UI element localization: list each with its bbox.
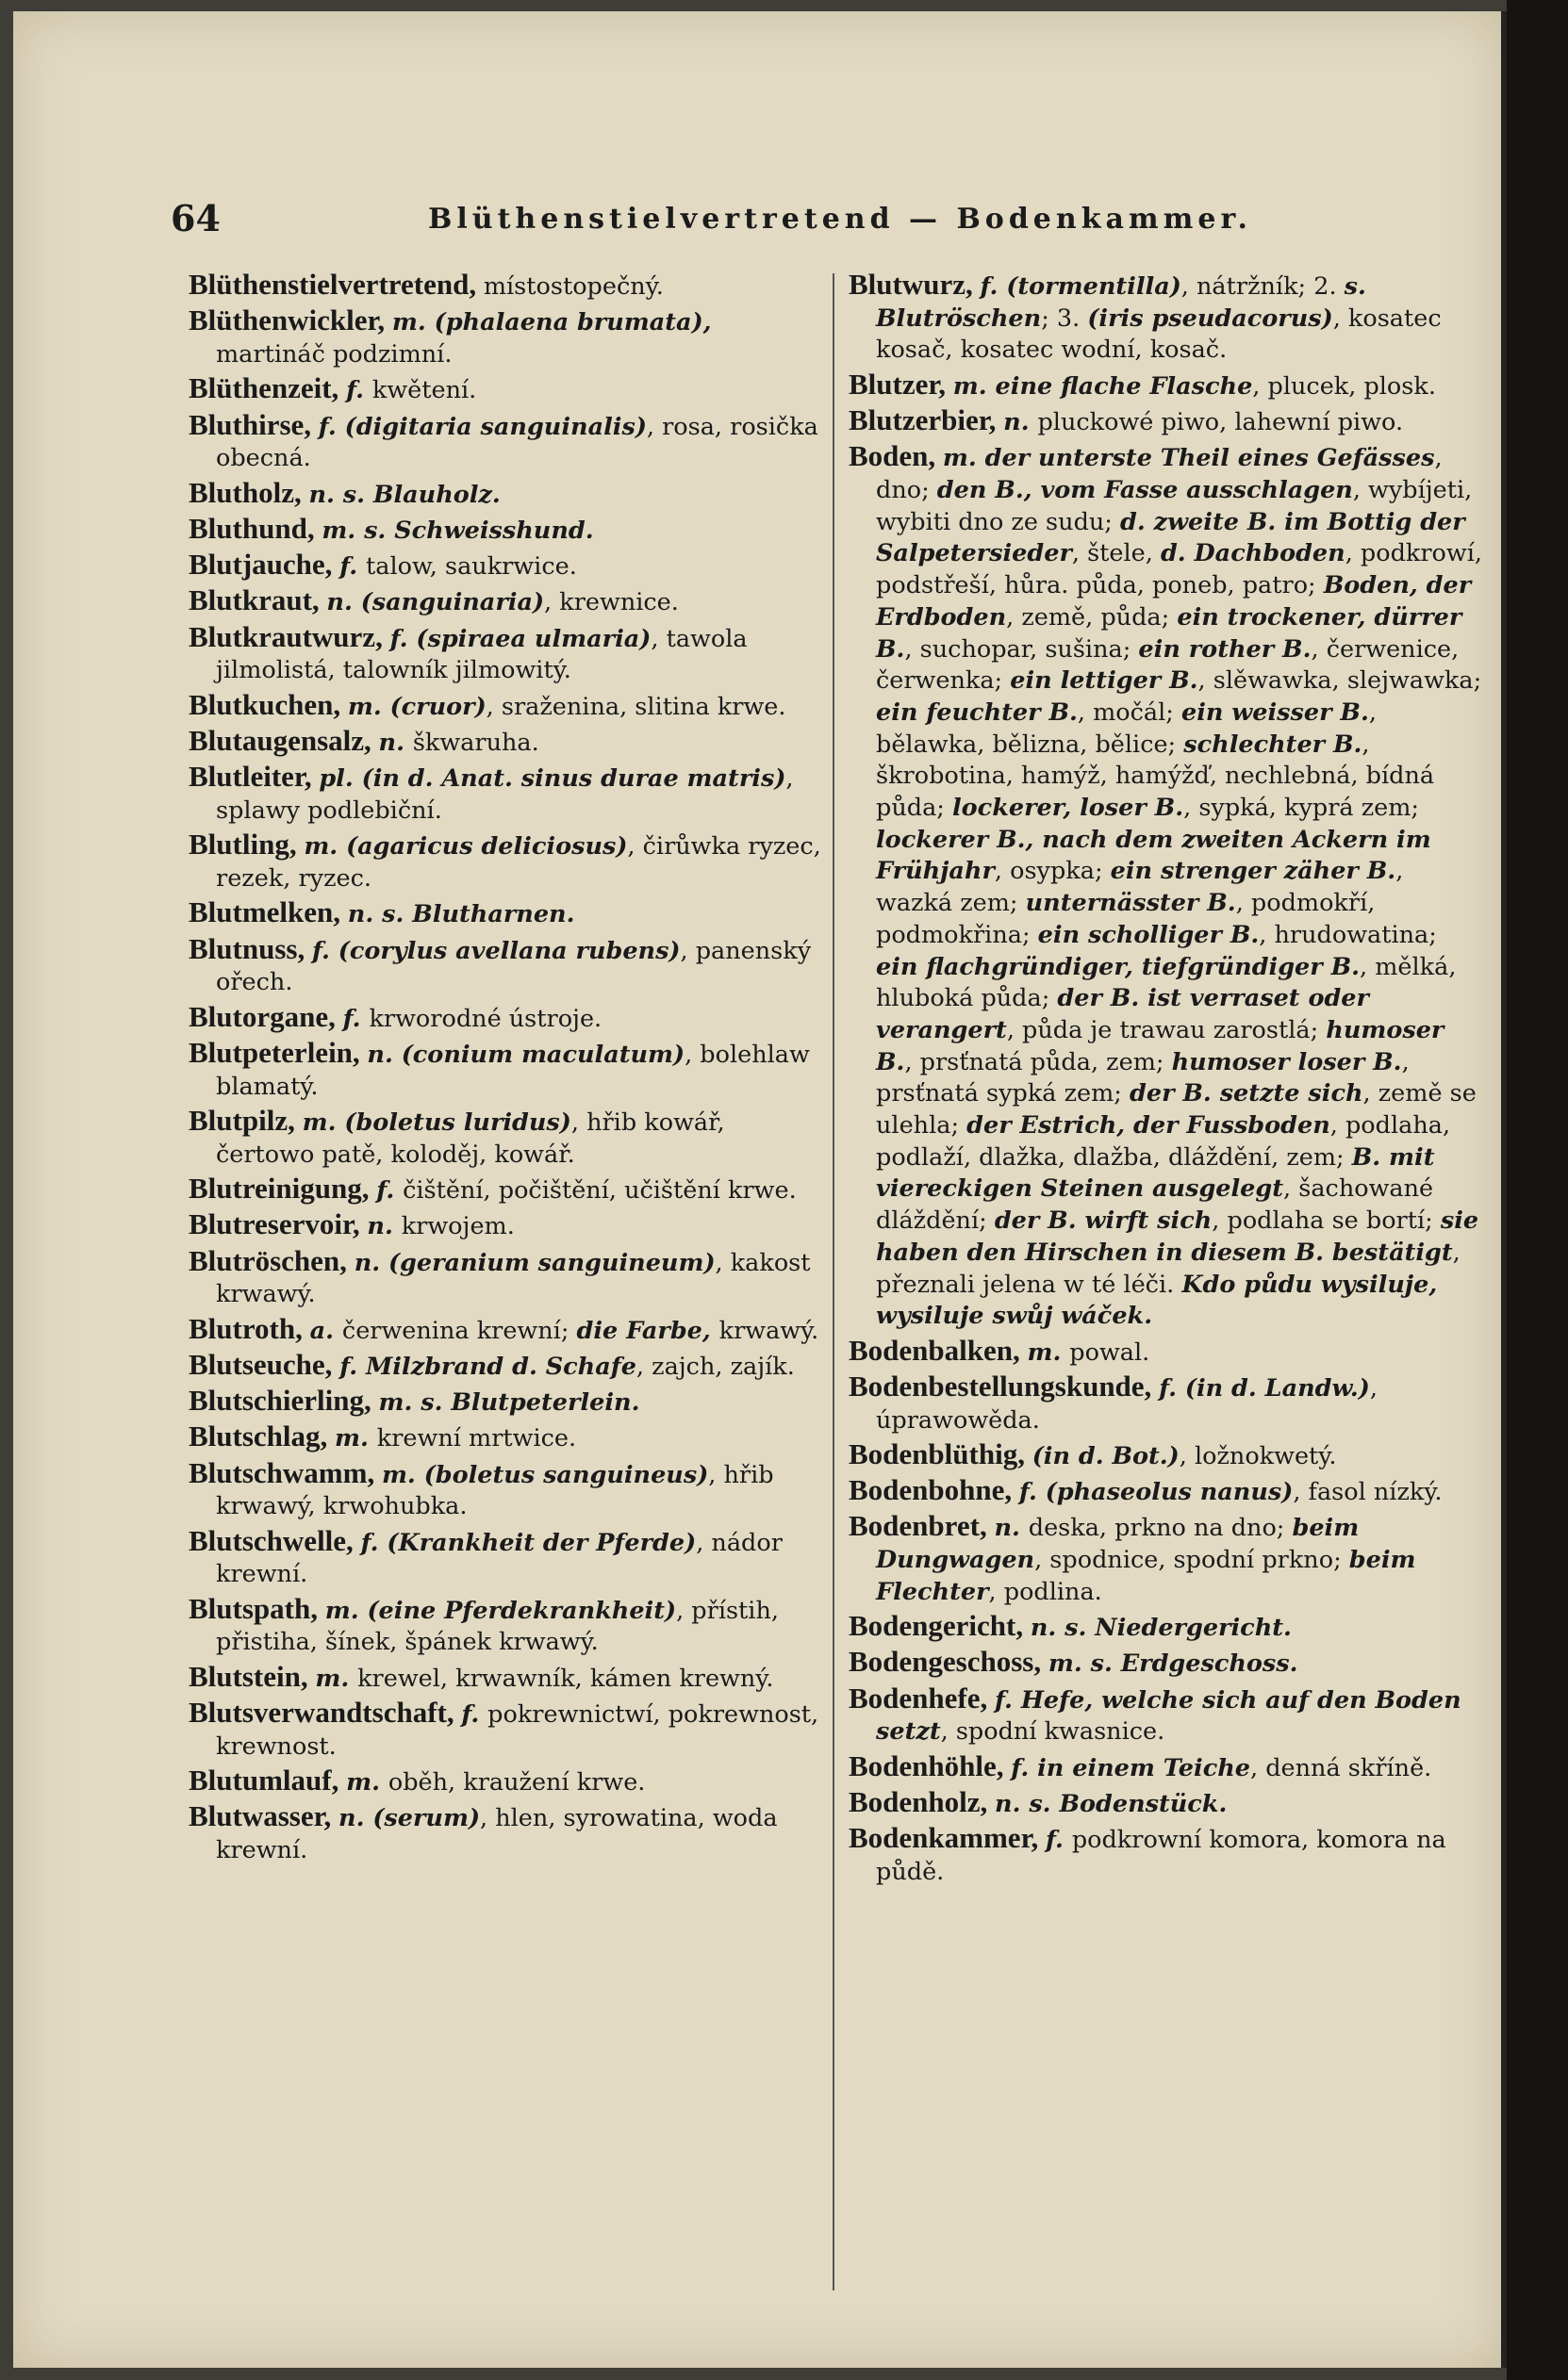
- entry-text: lockerer, loser B.: [951, 794, 1184, 823]
- entry-text: n.: [367, 1040, 402, 1069]
- entry-text: sinus durae matris): [520, 764, 786, 794]
- dictionary-entry: [849, 369, 1482, 403]
- entry-text: n.: [994, 1514, 1029, 1543]
- entry-text: f.: [339, 552, 367, 582]
- entry-text: , bolehlaw blamatý.: [216, 1040, 810, 1101]
- entry-text: podkrowní komora, komora na půdě.: [876, 1826, 1446, 1887]
- entry-text: m.: [324, 1596, 368, 1625]
- dictionary-entry: [849, 1335, 1482, 1370]
- entry-headword: Blutpilz,: [189, 1103, 303, 1137]
- entry-headword: Blutaugensalz,: [189, 724, 379, 758]
- entry-text: , ložnokwetý.: [1179, 1441, 1337, 1470]
- dictionary-entry: [189, 477, 822, 512]
- entry-headword: Blutschwamm,: [189, 1455, 382, 1489]
- entry-headword: Blutkrautwurz,: [189, 619, 390, 653]
- entry-text: , kosatec kosač, kosatec wodní, kosač.: [876, 304, 1442, 365]
- entry-text: Blauholz.: [372, 480, 501, 509]
- entry-text: , podlaha se bortí;: [1212, 1206, 1441, 1236]
- entry-text: unternässter B.: [1025, 889, 1236, 918]
- entry-text: pluckowé piwo, lahewní piwo.: [1037, 408, 1404, 436]
- entry-text: (Krankheit der Pferde): [387, 1528, 697, 1557]
- entry-text: , hrudowatina;: [1259, 920, 1437, 949]
- entry-text: schlechter B.: [1183, 730, 1362, 759]
- entry-text: Boden, der Erdboden: [876, 571, 1472, 632]
- entry-text: krewel, krwawník, kámen krewný.: [357, 1664, 774, 1693]
- entry-text: talow, saukrwice.: [366, 552, 577, 582]
- entry-headword: Bodengericht,: [849, 1609, 1031, 1643]
- entry-text: , půda je trawau zarostlá;: [1006, 1015, 1327, 1044]
- dictionary-entry: [189, 513, 822, 548]
- entry-text: die Farbe,: [576, 1316, 719, 1345]
- entry-text: martináč podzimní.: [216, 340, 453, 369]
- entry-text: , splawy podlebiční.: [216, 764, 794, 826]
- entry-text: f.: [346, 376, 372, 405]
- entry-text: , plucek, plosk.: [1252, 371, 1436, 401]
- entry-text: f.: [1159, 1373, 1185, 1403]
- entry-headword: Boden,: [849, 439, 943, 473]
- entry-text: f.: [1011, 1753, 1038, 1782]
- entry-headword: Blutholz,: [189, 475, 309, 509]
- entry-text: f.: [339, 1352, 367, 1381]
- entry-text: , sraženina, slitina krwe.: [486, 692, 786, 721]
- dictionary-entry: [189, 725, 822, 760]
- dictionary-entry: [189, 1385, 822, 1420]
- entry-text: čerwenina krewní;: [341, 1316, 577, 1345]
- entry-text: , spodní kwasnice.: [940, 1717, 1165, 1747]
- entry-text: m.: [304, 832, 347, 862]
- dictionary-entry: [849, 1682, 1482, 1748]
- entry-text: m.: [302, 1108, 345, 1137]
- entry-text: ein strenger zäher B.: [1110, 857, 1396, 886]
- entry-text: , podlaha, podlaží, dlažka, dlažba, dláždění, zem;: [876, 1111, 1451, 1172]
- entry-text: čištění, počištění, učištění krwe.: [403, 1175, 797, 1205]
- dictionary-entry: [849, 1750, 1482, 1785]
- dictionary-page: [13, 11, 1507, 2368]
- entry-text: krewní mrtwice.: [376, 1424, 577, 1453]
- dictionary-entry: [849, 1474, 1482, 1509]
- entry-headword: Blutschwelle,: [189, 1523, 361, 1557]
- entry-headword: Blutzerbier,: [849, 403, 1004, 436]
- entry-headword: Blüthenstielvertretend,: [189, 268, 484, 301]
- dictionary-entry: [189, 1661, 822, 1696]
- entry-headword: Blutkuchen,: [189, 687, 348, 721]
- entry-text: (boletus sanguineus): [423, 1460, 709, 1489]
- dictionary-entry: [849, 440, 1482, 1333]
- entry-text: m.: [315, 1664, 358, 1693]
- entry-headword: Blutorgane,: [189, 999, 343, 1033]
- entry-headword: Blutreinigung,: [189, 1171, 377, 1205]
- entry-text: d. Dachboden: [1160, 539, 1345, 568]
- entry-text: n.: [1003, 408, 1038, 436]
- entry-headword: Blutspath,: [189, 1591, 325, 1625]
- entry-text: , krewnice.: [544, 588, 679, 617]
- facing-page-edge: [1507, 0, 1568, 2380]
- entry-text: (digitaria sanguinalis): [344, 412, 647, 441]
- page-header: [13, 197, 1501, 244]
- entry-text: m.: [346, 1768, 388, 1797]
- entry-text: (serum): [372, 1804, 481, 1833]
- entry-text: , zajch, zajík.: [635, 1352, 795, 1381]
- entry-text: , přístih, přistiha, šínek, špánek krwawý.: [216, 1596, 779, 1657]
- entry-text: der B. wirft sich: [994, 1206, 1213, 1236]
- entry-text: , osypka;: [994, 857, 1111, 886]
- entry-text: Blutharnen.: [412, 900, 575, 929]
- entry-text: lockerer B., nach dem zweiten Ackern im Frühjahr: [876, 825, 1431, 886]
- entry-text: der unterste Theil eines Gefässes: [984, 444, 1435, 473]
- entry-text: , hřib krwawý, krwohubka.: [216, 1460, 774, 1521]
- entry-text: (eine Pferdekrankheit): [367, 1596, 677, 1625]
- entry-text: ein flachgründiger, tiefgründiger B.: [876, 952, 1361, 981]
- dictionary-entry: [189, 409, 822, 475]
- entry-text: ein rother B.: [1138, 634, 1312, 664]
- entry-text: (phaseolus nanus): [1045, 1478, 1294, 1507]
- dictionary-entry: [189, 1457, 822, 1523]
- entry-text: (in d. Anat.: [361, 764, 521, 794]
- dictionary-entry: [849, 269, 1482, 367]
- entry-headword: Bodenhöhle,: [849, 1748, 1012, 1782]
- entry-text: , nádor krewní.: [216, 1528, 783, 1589]
- dictionary-entry: [189, 1420, 822, 1455]
- entry-text: ; 3.: [1041, 304, 1088, 333]
- dictionary-entry: [189, 1173, 822, 1207]
- entry-text: krwawý.: [718, 1316, 819, 1345]
- dictionary-entry: [849, 1610, 1482, 1645]
- entry-headword: Blutröschen,: [189, 1243, 355, 1277]
- entry-text: , dno;: [876, 444, 1443, 504]
- dictionary-entry: [189, 304, 822, 370]
- dictionary-entry: [189, 1697, 822, 1763]
- entry-headword: Blutwurz,: [849, 268, 981, 301]
- entry-headword: Bodenblüthig,: [849, 1436, 1032, 1470]
- entry-text: d. zweite B. im Bottig der Salpetersieder: [876, 507, 1465, 568]
- entry-text: f.: [389, 624, 417, 653]
- entry-headword: Blutschlag,: [189, 1420, 336, 1453]
- entry-text: m. s.: [378, 1388, 452, 1418]
- entry-text: (tormentilla): [1006, 272, 1181, 301]
- entry-text: , čerwenice, čerwenka;: [876, 634, 1460, 696]
- entry-text: (sanguinaria): [360, 588, 545, 617]
- entry-text: eine flache Flasche: [995, 371, 1253, 401]
- entry-text: f.: [980, 272, 1007, 301]
- entry-text: ein trockener, dürrer B.: [876, 602, 1462, 664]
- entry-text: , prsťnatá sypká zem;: [876, 1047, 1410, 1108]
- entry-text: m. s.: [322, 516, 395, 545]
- entry-headword: Blutreservoir,: [189, 1207, 368, 1241]
- entry-text: humoser B.: [876, 1015, 1444, 1076]
- entry-text: , sypká, kyprá zem;: [1183, 794, 1419, 823]
- entry-text: n.: [367, 1212, 402, 1241]
- entry-headword: Blutroth,: [189, 1311, 310, 1345]
- entry-text: in einem Teiche: [1037, 1753, 1250, 1782]
- entry-text: m.: [347, 692, 390, 721]
- entry-text: kwětení.: [371, 376, 477, 405]
- entry-text: , hřib kowář, čertowo patě, koloděj, kowář.: [216, 1108, 725, 1169]
- entry-headword: Bodenbohne,: [849, 1473, 1019, 1507]
- entry-text: der Estrich, der Fussboden: [966, 1111, 1330, 1141]
- dictionary-entry: [189, 1349, 822, 1384]
- entry-text: , země se ulehla;: [876, 1079, 1477, 1141]
- entry-text: , šachowané dláždění;: [876, 1174, 1434, 1236]
- entry-text: , hlen, syrowatina, woda krewní.: [216, 1804, 778, 1865]
- entry-text: (phalaena brumata),: [434, 308, 712, 337]
- dictionary-entry: [189, 1593, 822, 1659]
- entry-text: (in d. Landw.): [1184, 1373, 1370, 1403]
- entry-text: , rosa, rosička obecná.: [216, 412, 818, 473]
- dictionary-entry: [189, 269, 822, 304]
- dictionary-entry: [849, 1510, 1482, 1608]
- entry-text: n. s.: [995, 1790, 1060, 1819]
- entry-text: , čirůwka ryzec, rezek, ryzec.: [216, 832, 821, 894]
- entry-headword: Bluthirse,: [189, 407, 319, 441]
- entry-text: m.: [381, 1460, 424, 1489]
- entry-text: , fasol nízký.: [1293, 1478, 1443, 1507]
- entry-headword: Blutleiter,: [189, 760, 320, 794]
- dictionary-entry: [189, 549, 822, 583]
- entry-text: beim Flechter: [876, 1546, 1416, 1606]
- entry-headword: Bodenkammer,: [849, 1821, 1046, 1855]
- dictionary-entry: [189, 372, 822, 407]
- entry-text: , panenský ořech.: [216, 936, 812, 997]
- entry-text: , močál;: [1077, 698, 1181, 727]
- entry-text: (conium maculatum): [401, 1040, 685, 1069]
- dictionary-entry: [189, 1525, 822, 1591]
- entry-text: ein feuchter B.: [876, 698, 1078, 727]
- entry-text: f.: [360, 1528, 388, 1557]
- dictionary-entry: [189, 1001, 822, 1036]
- dictionary-entry: [189, 689, 822, 724]
- entry-text: s.: [1344, 272, 1366, 301]
- entry-headword: Blüthenzeit,: [189, 371, 347, 405]
- entry-text: Blutröschen: [876, 304, 1042, 333]
- entry-text: f.: [461, 1700, 488, 1730]
- entry-text: n.: [378, 729, 413, 758]
- entry-text: , bělawka, bělizna, bělice;: [876, 698, 1377, 759]
- entry-text: (cruor): [389, 692, 487, 721]
- entry-text: m.: [942, 444, 985, 473]
- entry-text: n. s.: [347, 900, 413, 929]
- entry-text: , denná skříně.: [1250, 1753, 1432, 1782]
- entry-text: f.: [1045, 1826, 1072, 1855]
- entry-text: n.: [354, 1248, 388, 1277]
- entry-text: beim Dungwagen: [876, 1514, 1360, 1575]
- entry-text: m.: [391, 308, 435, 337]
- entry-text: (spiraea ulmaria): [416, 624, 652, 653]
- entry-headword: Blutseuche,: [189, 1347, 340, 1381]
- entry-text: , štele,: [1071, 539, 1161, 568]
- entry-text: místostopečný.: [483, 272, 664, 301]
- entry-text: Erdgeschoss.: [1120, 1650, 1298, 1679]
- entry-text: f.: [995, 1685, 1021, 1715]
- entry-text: (boletus luridus): [344, 1108, 571, 1137]
- entry-headword: Blutsverwandtschaft,: [189, 1696, 462, 1730]
- entry-text: Schweisshund.: [394, 516, 594, 545]
- entry-text: B. mit viereckigen Steinen ausgelegt: [876, 1142, 1435, 1204]
- entry-headword: Blutwasser,: [189, 1799, 339, 1833]
- entry-text: , wybíjeti, wybiti dno ze sudu;: [876, 476, 1473, 536]
- dictionary-entry: [189, 1245, 822, 1311]
- entry-headword: Bodenbret,: [849, 1509, 995, 1543]
- dictionary-entry: [849, 1646, 1482, 1681]
- entry-text: m. s.: [1048, 1650, 1121, 1679]
- entry-text: , wazká zem;: [876, 857, 1404, 918]
- entry-headword: Bodenbestellungskunde,: [849, 1369, 1160, 1403]
- entry-text: m.: [952, 371, 996, 401]
- dictionary-entry: [189, 1037, 822, 1103]
- entry-text: (corylus avellana rubens): [338, 936, 681, 965]
- dictionary-entry: [849, 1371, 1482, 1436]
- dictionary-entry: [189, 621, 822, 687]
- entry-headword: Bodengeschoss,: [849, 1645, 1048, 1679]
- entry-text: (geranium sanguineum): [388, 1248, 716, 1277]
- entry-headword: Bodenhefe,: [849, 1681, 995, 1715]
- dictionary-entry: [189, 1313, 822, 1348]
- running-head: Blüthenstielvertretend — Bodenkammer.: [428, 203, 1252, 236]
- dictionary-entry: [189, 1105, 822, 1171]
- entry-text: , nátržník; 2.: [1180, 272, 1345, 301]
- entry-headword: Blutzer,: [849, 367, 953, 401]
- entry-text: oběh, kraužení krwe.: [388, 1768, 646, 1797]
- entry-text: Kdo půdu wysiluje, wysiluje swůj wáček.: [876, 1270, 1438, 1331]
- dictionary-entry: [849, 404, 1482, 439]
- entry-headword: Blutschierling,: [189, 1384, 379, 1418]
- entry-text: Bodenstück.: [1059, 1790, 1228, 1819]
- dictionary-entry: [849, 1786, 1482, 1821]
- entry-text: , slěwawka, slejwawka;: [1197, 666, 1482, 696]
- entry-text: f.: [1018, 1478, 1046, 1507]
- entry-text: der B. setzte sich: [1130, 1079, 1363, 1108]
- right-column: [849, 269, 1482, 1890]
- entry-text: Niedergericht.: [1095, 1614, 1292, 1643]
- entry-text: f.: [376, 1175, 404, 1205]
- entry-text: ein weisser B.: [1180, 698, 1369, 727]
- entry-headword: Blutumlauf,: [189, 1764, 347, 1797]
- dictionary-entry: [849, 1438, 1482, 1473]
- column-divider: [833, 273, 834, 2290]
- entry-text: , přeznali jelena w té léči.: [876, 1238, 1461, 1299]
- entry-text: n.: [338, 1804, 373, 1833]
- entry-text: humoser loser B.: [1171, 1047, 1402, 1076]
- entry-text: a.: [309, 1316, 342, 1345]
- entry-headword: Blutmelken,: [189, 895, 348, 929]
- entry-headword: Blüthenwickler,: [189, 304, 392, 337]
- entry-text: ein scholliger B.: [1037, 920, 1260, 949]
- entry-text: krwojem.: [401, 1212, 515, 1241]
- dictionary-entry: [189, 829, 822, 895]
- entry-text: n. s.: [308, 480, 373, 509]
- entry-headword: Bluthund,: [189, 511, 322, 545]
- page-number: 64: [171, 197, 221, 239]
- entry-text: , podkrowí, podstřeší, hůra. půda, poneb, patro;: [876, 539, 1482, 600]
- entry-headword: Bodenholz,: [849, 1785, 996, 1819]
- entry-text: , úprawowěda.: [876, 1373, 1378, 1435]
- entry-text: , mělká, hluboká půda;: [876, 952, 1457, 1013]
- entry-headword: Blutpeterlein,: [189, 1035, 368, 1069]
- entry-text: (agaricus deliciosus): [346, 832, 628, 862]
- entry-text: n.: [326, 588, 361, 617]
- entry-text: deska, prkno na dno;: [1028, 1514, 1293, 1543]
- entry-text: , spodnice, spodní prkno;: [1034, 1546, 1349, 1575]
- entry-headword: Blutjauche,: [189, 548, 340, 582]
- dictionary-entry: [189, 896, 822, 931]
- entry-text: (in d. Bot.): [1032, 1441, 1180, 1470]
- entry-text: , kakost krwawý.: [216, 1248, 811, 1309]
- entry-text: , tawola jilmolistá, talowník jilmowitý.: [216, 624, 748, 685]
- dictionary-entry: [849, 1822, 1482, 1888]
- entry-headword: Blutling,: [189, 828, 305, 862]
- entry-text: , prsťnatá půda, zem;: [904, 1047, 1172, 1076]
- entry-text: m.: [1027, 1338, 1070, 1367]
- entry-headword: Blutkraut,: [189, 583, 327, 617]
- entry-text: den B., vom Fasse ausschlagen: [936, 476, 1353, 504]
- entry-text: powal.: [1069, 1338, 1150, 1367]
- entry-text: Milzbrand d. Schafe: [366, 1352, 636, 1381]
- entry-text: , podmokří, podmokřina;: [876, 889, 1376, 949]
- entry-text: pl.: [319, 764, 362, 794]
- left-column: [189, 269, 822, 1868]
- entry-text: (iris pseudacorus): [1087, 304, 1333, 333]
- entry-text: , země, půda;: [1006, 602, 1178, 632]
- dictionary-entry: [189, 1800, 822, 1866]
- dictionary-entry: [189, 761, 822, 827]
- entry-text: n. s.: [1030, 1614, 1096, 1643]
- entry-text: , podlina.: [988, 1577, 1102, 1606]
- entry-text: Hefe, welche sich auf den Boden setzt: [876, 1685, 1461, 1747]
- dictionary-entry: [189, 1208, 822, 1243]
- dictionary-entry: [189, 1764, 822, 1799]
- entry-text: m.: [335, 1424, 377, 1453]
- dictionary-entry: [189, 584, 822, 619]
- entry-text: , škrobotina, hamýž, hamýžď, nechlebná, bídná půda;: [876, 730, 1435, 823]
- entry-headword: Blutnuss,: [189, 931, 312, 965]
- entry-text: ein lettiger B.: [1010, 666, 1198, 696]
- entry-text: krworodné ústroje.: [369, 1004, 602, 1033]
- entry-text: f.: [311, 936, 338, 965]
- entry-text: škwaruha.: [412, 729, 539, 758]
- entry-text: Blutpeterlein.: [451, 1388, 640, 1418]
- entry-text: sie haben den Hirschen in diesem B. bestätigt: [876, 1206, 1479, 1267]
- entry-text: , suchopar, sušina;: [904, 634, 1139, 664]
- dictionary-entry: [189, 933, 822, 999]
- entry-text: f.: [318, 412, 345, 441]
- entry-headword: Bodenbalken,: [849, 1333, 1028, 1367]
- entry-text: pokrewnictwí, pokrewnost, krewnost.: [216, 1700, 819, 1761]
- entry-text: der B. ist verraset oder verangert: [876, 984, 1369, 1044]
- entry-headword: Blutstein,: [189, 1659, 316, 1693]
- entry-text: f.: [342, 1004, 370, 1033]
